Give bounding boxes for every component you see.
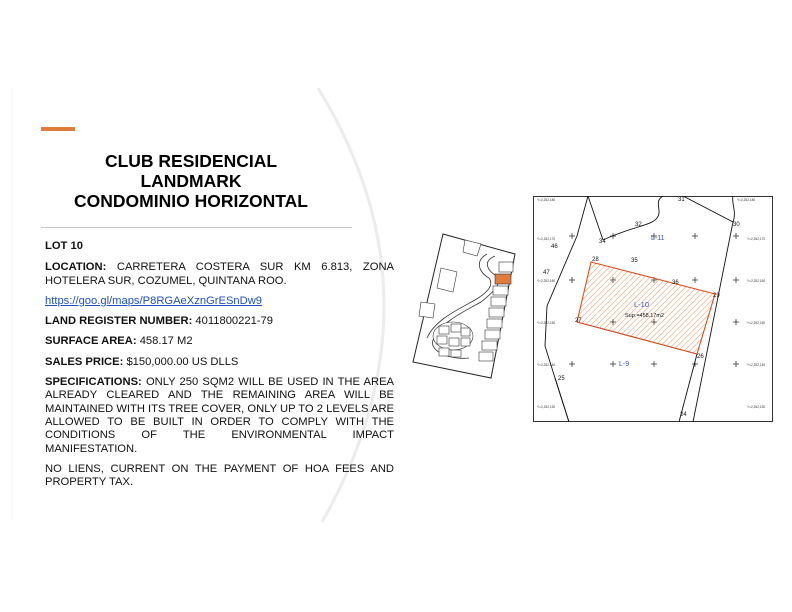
location-label: LOCATION: — [45, 261, 107, 274]
land-register-label: LAND REGISTER NUMBER: — [45, 315, 193, 328]
notes-field: NO LIENS, CURRENT ON THE PAYMENT OF HOA FEES AND PROPERTY TAX. — [45, 462, 394, 489]
lot-l10-label: L-10 — [634, 300, 650, 309]
specifications-label: SPECIFICATIONS: — [45, 376, 142, 389]
vertex-label: 35 — [631, 258, 638, 264]
accent-bar — [41, 127, 75, 131]
y-label: Y=2,252,130 — [747, 405, 766, 409]
land-register-value: 4011800221-79 — [195, 315, 273, 328]
vertex-label: 27 — [575, 318, 582, 324]
y-label: Y=2,252,180 — [737, 198, 756, 202]
sales-price-field — [45, 356, 394, 369]
y-label: Y=2,252,130 — [537, 405, 556, 409]
title-line-1: CLUB RESIDENCIAL — [104, 151, 278, 171]
y-label: Y=2,252,170 — [537, 237, 556, 241]
y-label: Y=2,252,160 — [537, 279, 556, 283]
lot-survey-plan — [533, 196, 773, 422]
vertex-label: 34 — [599, 239, 606, 245]
lot-surface-label: Sup.=458.17m2 — [625, 313, 664, 319]
location-field — [45, 261, 394, 288]
vertex-label: 26 — [697, 354, 704, 360]
vertex-label: 28 — [592, 257, 599, 263]
lot-l11-label: L-11 — [651, 235, 665, 242]
y-label: Y=2,252,150 — [537, 321, 556, 325]
lot-number: LOT 10 — [45, 240, 83, 252]
vertex-label: 24 — [680, 412, 687, 418]
specifications-field — [45, 376, 394, 456]
vertex-label: 32 — [635, 222, 642, 228]
sales-price-value: $150,000.00 US DLLS — [126, 355, 239, 368]
sales-price-label: SALES PRICE: — [45, 355, 124, 368]
title-line-2: LANDMARK — [140, 171, 242, 191]
lot-l9-label: L-9 — [619, 361, 630, 368]
vertex-label: 47 — [543, 270, 550, 276]
lot-details — [45, 240, 394, 496]
vertex-label: 36 — [672, 280, 679, 286]
vertex-label: 46 — [551, 244, 558, 250]
map-link-row — [45, 295, 394, 308]
title-divider — [41, 227, 352, 228]
map-link[interactable]: https://goo.gl/maps/P8RGAeXznGrESnDw9 — [45, 294, 263, 307]
surface-area-field — [45, 335, 394, 348]
page-title — [30, 151, 352, 211]
location-value: CARRETERA COSTERA SUR KM 6.813, ZONA HOTELERA SUR, COZUMEL, QUINTANA ROO. — [45, 261, 395, 287]
y-label: Y=2,252,160 — [747, 279, 766, 283]
y-label: Y=2,252,150 — [747, 321, 766, 325]
land-register-field — [45, 315, 394, 328]
vertex-label: 31 — [678, 197, 685, 203]
site-plan-map — [411, 232, 523, 380]
vertex-label: 30 — [733, 222, 740, 228]
y-label: Y=2,252,140 — [537, 363, 556, 367]
y-label: Y=2,252,170 — [747, 237, 766, 241]
vertex-label: 25 — [558, 376, 565, 382]
surface-area-label: SURFACE AREA: — [45, 335, 137, 348]
surface-area-value: 458.17 M2 — [139, 335, 193, 348]
specifications-value: ONLY 250 SQM2 WILL BE USED IN THE AREA ALREADY CLEARED AND THE REMAINING AREA WILL BE MAINTAINED WITH ITS TREE COVER, ONLY UP TO 2 LEVELS ARE ALLOWED TO BE BUILT IN ORDER TO COMPLY WITH THE CONDITIONS OF THE ENVIRONMENTAL IMPACT MANIFESTATION. — [45, 376, 394, 455]
y-label: Y=2,252,180 — [537, 198, 556, 202]
y-label: Y=2,252,140 — [747, 363, 766, 367]
vertex-label: 29 — [713, 293, 720, 299]
title-line-3: CONDOMINIO HORIZONTAL — [74, 191, 308, 211]
